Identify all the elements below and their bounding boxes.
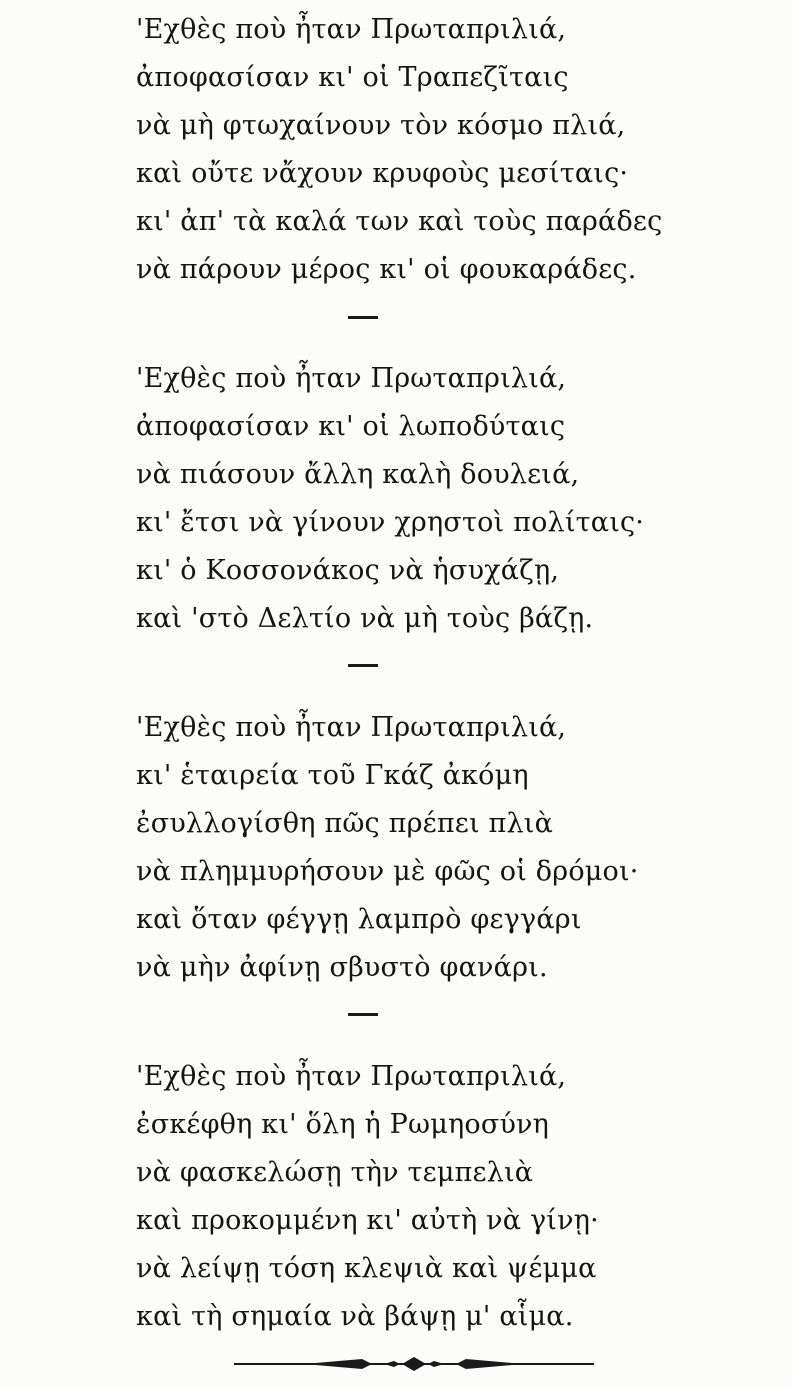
verse-line: κι' ἑταιρεία τοῦ Γκάζ ἀκόμη xyxy=(136,760,529,791)
verse-line: καὶ 'στὸ Δελτίο νὰ μὴ τοὺς βάζῃ. xyxy=(136,603,594,634)
verse-line: 'Εχθὲς ποὺ ἦταν Πρωταπριλιά, xyxy=(136,1061,567,1092)
stanza-4 xyxy=(136,1053,776,1341)
verse-line: νὰ πλημμυρήσουν μὲ φῶς οἱ δρόμοι· xyxy=(136,856,639,887)
verse-line: κι' ὁ Κοσσονάκος νὰ ἡσυχάζῃ, xyxy=(136,555,560,586)
stanza-2 xyxy=(136,355,776,643)
verse-line: κι' ἔτσι νὰ γίνουν χρηστοὶ πολίταις· xyxy=(136,507,645,538)
verse-line: κι' ἀπ' τὰ καλά των καὶ τοὺς παράδες xyxy=(136,206,663,237)
verse-line: νὰ φασκελώσῃ τὴν τεμπελιὰ xyxy=(136,1157,534,1188)
verse-line: καὶ τὴ σημαία νὰ βάψῃ μ' αἷμα. xyxy=(136,1301,574,1332)
verse-line: νὰ μὴ φτωχαίνουν τὸν κόσμο πλιά, xyxy=(136,110,626,141)
stanza-separator xyxy=(348,316,378,319)
verse-line: 'Εχθὲς ποὺ ἦταν Πρωταπριλιά, xyxy=(136,363,567,394)
verse-line: καὶ ὅταν φέγγῃ λαμπρὸ φεγγάρι xyxy=(136,904,582,935)
verse-line: 'Εχθὲς ποὺ ἦταν Πρωταπριλιά, xyxy=(136,14,567,45)
stanza-1 xyxy=(136,6,776,294)
verse-line: νὰ πάρουν μέρος κι' οἱ φουκαράδες. xyxy=(136,254,637,285)
verse-line: ἀποφασίσαν κι' οἱ Τραπεζῖταις xyxy=(136,62,569,93)
stanza-separator xyxy=(348,1013,378,1016)
verse-line: ἐσκέφθη κι' ὅλη ἡ Ρωμηοσύνη xyxy=(136,1109,550,1140)
verse-line: νὰ μὴν ἀφίνῃ σβυστὸ φανάρι. xyxy=(136,952,548,983)
verse-line: ἐσυλλογίσθη πῶς πρέπει πλιὰ xyxy=(136,808,554,839)
verse-line: 'Εχθὲς ποὺ ἦταν Πρωταπριλιά, xyxy=(136,712,567,743)
end-ornament-icon xyxy=(234,1355,594,1373)
verse-line: νὰ πιάσουν ἄλλη καλὴ δουλειά, xyxy=(136,459,580,490)
verse-line: νὰ λείψῃ τόση κλεψιὰ καὶ ψέμμα xyxy=(136,1253,597,1284)
stanza-3 xyxy=(136,704,776,992)
verse-line: καὶ προκομμένη κι' αὐτὴ νὰ γίνῃ· xyxy=(136,1205,599,1236)
stanza-separator xyxy=(348,664,378,667)
verse-line: ἀποφασίσαν κι' οἱ λωποδύταις xyxy=(136,411,566,442)
verse-line: καὶ οὔτε νἄχουν κρυφοὺς μεσίταις· xyxy=(136,158,629,189)
